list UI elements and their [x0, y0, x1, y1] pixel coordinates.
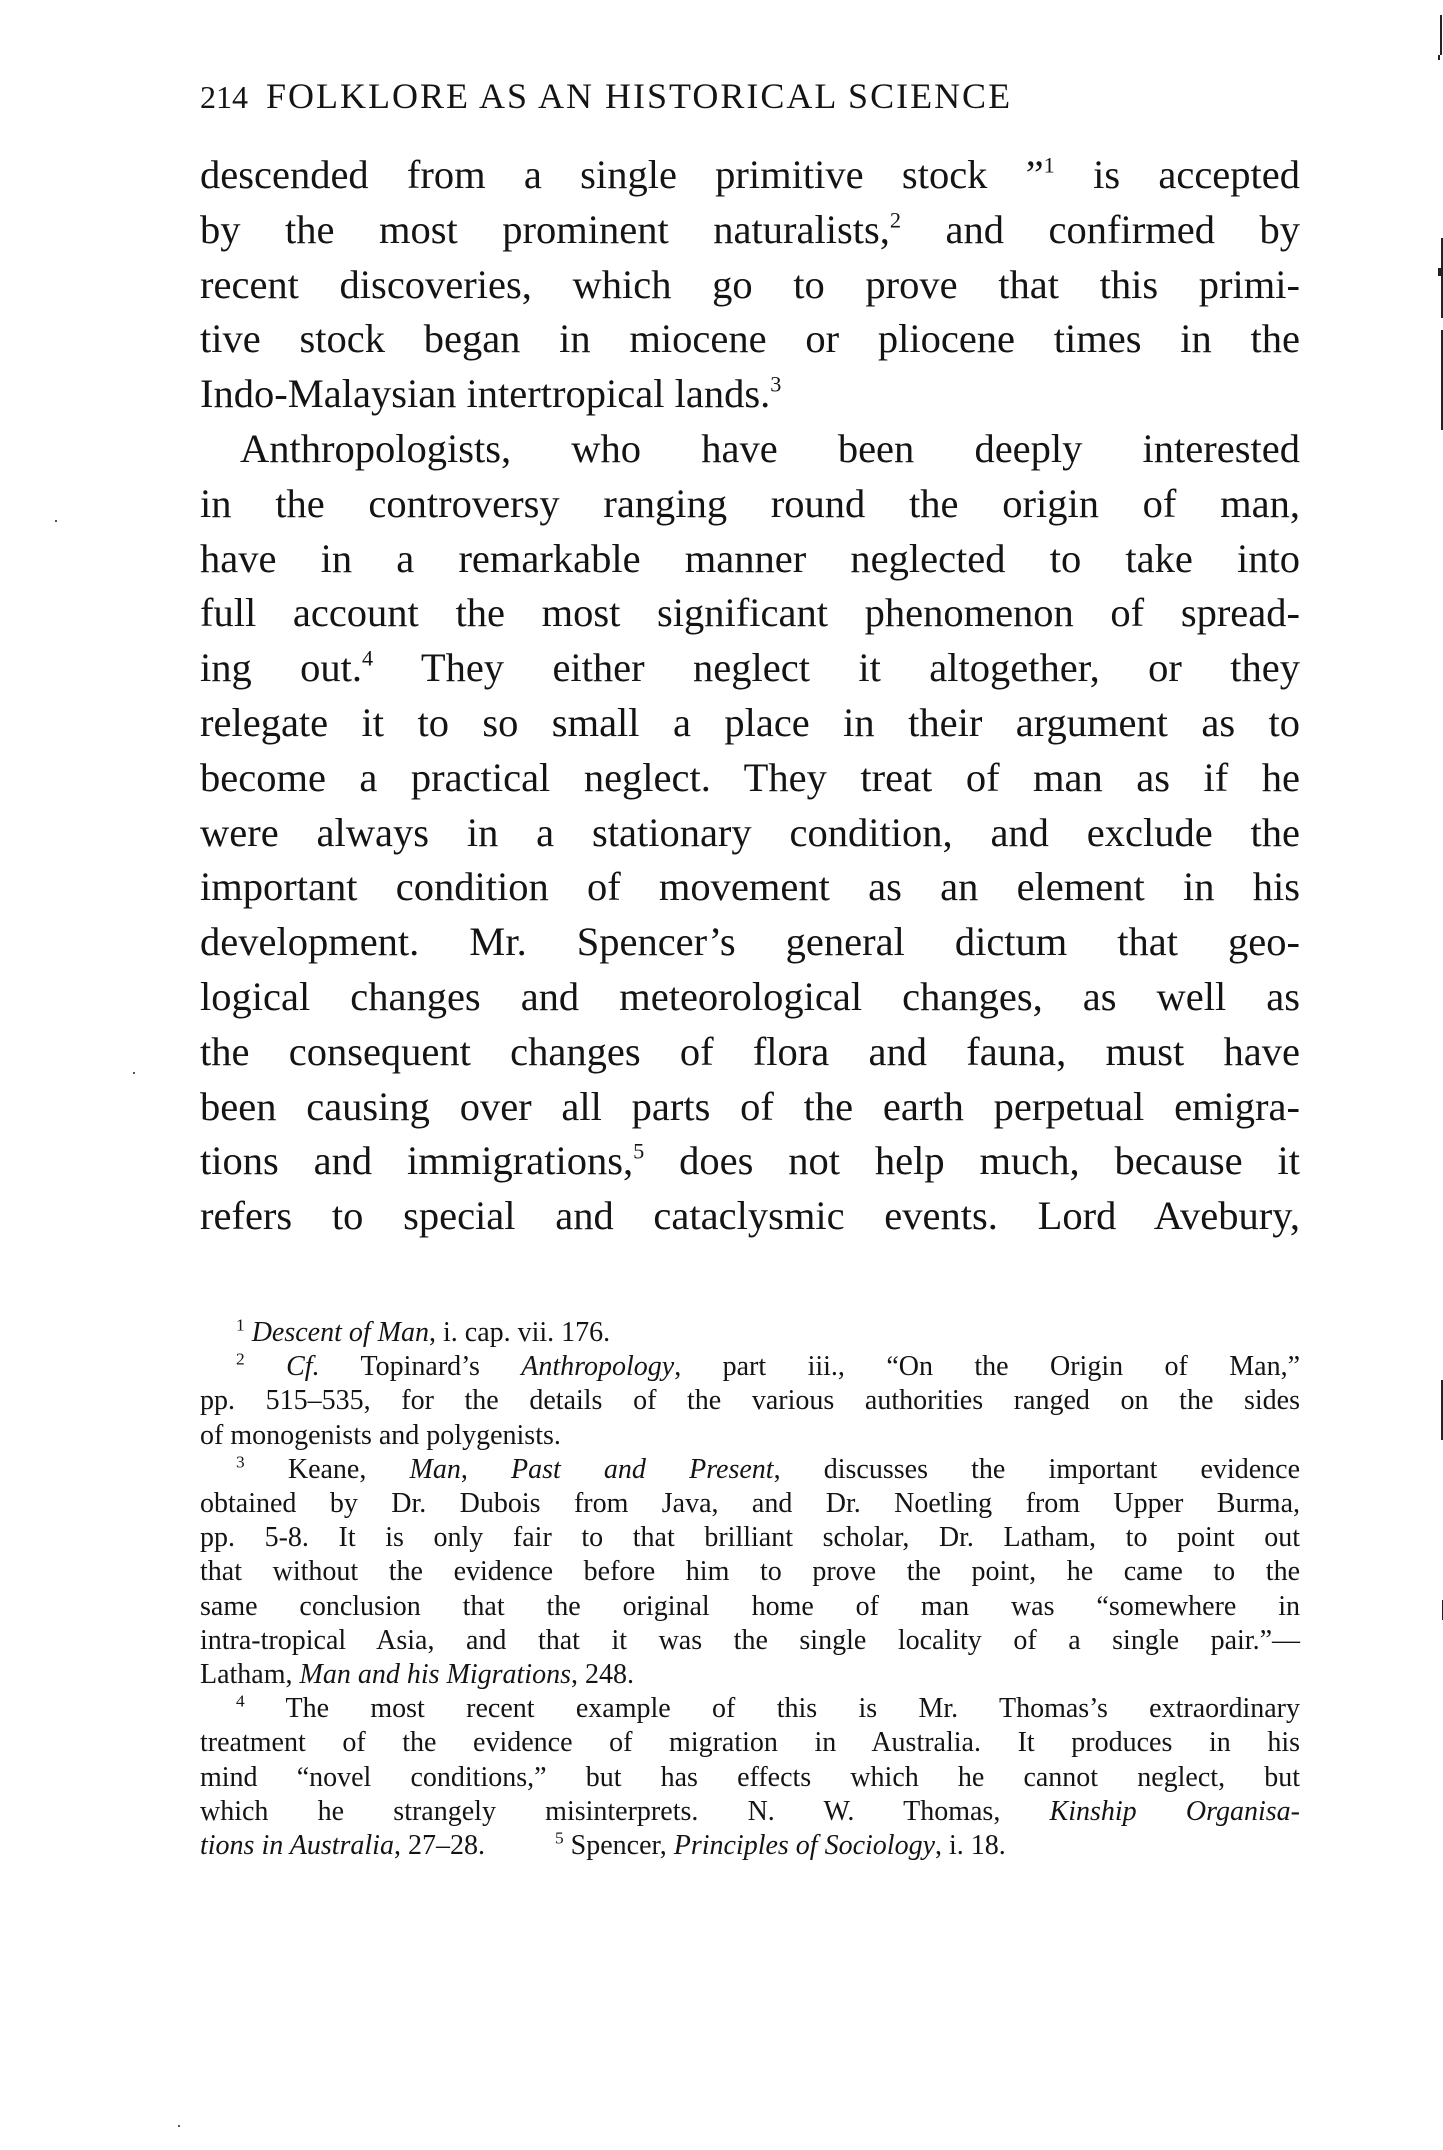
body-line: have in a remarkable manner neglected to take into	[200, 535, 1300, 581]
body-line: ing out.$^4$ They either neglect it altogether, or they	[200, 645, 1300, 691]
cited-title: Principles of Sociology	[673, 1830, 936, 1862]
cited-title: Man	[409, 1453, 461, 1485]
footnote-ref-1[interactable]: 1	[1043, 152, 1055, 178]
footnote-4: $^4$ The most recent example of this is Mr. Thomas’s extraordinary	[236, 1691, 1300, 1725]
body-line: refers to special and cataclysmic events. Lord Avebury,	[200, 1193, 1300, 1239]
cited-title: Descent of Man	[251, 1317, 429, 1348]
footnote-line: pp. 5-8. It is only fair to that brilliant scholar, Dr. Latham, to point out	[200, 1522, 1300, 1554]
footnote-marker: 1	[236, 1315, 245, 1335]
scan-edge-mark	[1438, 55, 1440, 60]
footnote-ref-2[interactable]: 2	[889, 207, 902, 233]
body-line: important condition of movement as an element in his	[200, 864, 1300, 910]
footnote-line: obtained by Dr. Dubois from Java, and Dr. Noetling from Upper Burma,	[200, 1488, 1300, 1520]
footnote-line: that without the evidence before him to prove the point, he came to the	[200, 1556, 1300, 1588]
body-line: full account the most significant phenomenon of spread-	[200, 590, 1300, 636]
body-line: tions and immigrations,$^5$ does not help much, because it	[200, 1138, 1300, 1184]
footnote-line: tions in Australia, 27–28. $^5$ Spencer, Principles of Sociology, i. 18.	[200, 1828, 1006, 1862]
body-line: relegate it to so small a place in their argument as to	[200, 699, 1300, 745]
footnote-5: $^5$ Spencer, Principles of Sociology, i. 18.	[554, 1828, 1006, 1862]
paragraph-start: Anthropologists, who have been deeply interested	[240, 425, 1300, 471]
body-line: tive stock began in miocene or pliocene times in the	[200, 316, 1300, 362]
scan-speck	[178, 2125, 180, 2127]
scan-speck	[55, 520, 57, 522]
footnote-line: pp. 515–535, for the details of the various authorities ranged on the sides	[200, 1385, 1300, 1417]
footnote-line: of monogenists and polygenists.	[200, 1419, 561, 1451]
scan-edge-mark	[1440, 15, 1442, 55]
cited-title: tions in Australia	[200, 1830, 394, 1862]
footnote-ref-3[interactable]: 3	[770, 371, 782, 397]
footnote-2: $^2$ Cf. Topinard’s Anthropology, part iii., “On the Origin of Man,”	[236, 1349, 1301, 1383]
scan-edge-mark	[1438, 268, 1442, 276]
scan-speck	[133, 1072, 135, 1074]
body-line: by the most prominent naturalists,$^2$ and confirmed by	[200, 206, 1300, 252]
footnote-marker: 5	[554, 1828, 564, 1848]
body-line: logical changes and meteorological changes, as well as	[200, 973, 1300, 1019]
body-line: descended from a single primitive stock ”$^1$ is accepted	[200, 152, 1300, 197]
footnote-1: $^1$ Descent of Man, i. cap. vii. 176.	[236, 1315, 611, 1348]
running-title: FOLKLORE AS AN HISTORICAL SCIENCE	[266, 76, 1013, 116]
footnote-line: mind “novel conditions,” but has effects which he cannot neglect, but	[200, 1761, 1300, 1793]
footnote-marker: 2	[236, 1349, 245, 1369]
cited-title: Past and Present	[511, 1453, 774, 1485]
body-line: were always in a stationary condition, and exclude the	[200, 809, 1300, 855]
footnotes	[200, 1316, 1300, 1863]
footnote-line: same conclusion that the original home of man was “somewhere in	[200, 1590, 1300, 1622]
footnote-ref-4[interactable]: 4	[362, 645, 374, 671]
running-head	[200, 72, 1300, 121]
footnote-line: treatment of the evidence of migration in Australia. It produces in his	[200, 1727, 1300, 1759]
footnote-marker: 3	[236, 1452, 245, 1472]
body-line: Indo-Malaysian intertropical lands.$^3$	[200, 371, 782, 417]
body-line: recent discoveries, which go to prove that this primi-	[200, 261, 1300, 307]
body-text	[200, 148, 1300, 1244]
body-line: become a practical neglect. They treat of man as if he	[200, 754, 1300, 800]
footnote-line: Latham, Man and his Migrations, 248.	[200, 1659, 634, 1691]
cited-title: Anthropology	[521, 1351, 675, 1383]
footnote-3: $^3$ Keane, Man, Past and Present, discusses the important evidence	[236, 1452, 1300, 1485]
body-line: the consequent changes of flora and fauna, must have	[200, 1028, 1300, 1074]
body-line: been causing over all parts of the earth perpetual emigra-	[200, 1083, 1300, 1129]
body-line: development. Mr. Spencer’s general dictum that geo-	[200, 919, 1300, 965]
cited-title: Kinship Organisa-	[1049, 1795, 1300, 1827]
cited-title: Man and his Migrations	[299, 1659, 571, 1691]
body-line: in the controversy ranging round the origin of man,	[200, 480, 1300, 526]
footnote-ref-5[interactable]: 5	[633, 1138, 645, 1164]
footnote-marker: 4	[236, 1691, 245, 1711]
footnote-line: which he strangely misinterprets. N. W. Thomas, Kinship Organisa-	[200, 1795, 1300, 1827]
footnote-line: intra-tropical Asia, and that it was the single locality of a single pair.”—	[200, 1624, 1300, 1656]
page-number: 214	[200, 79, 248, 115]
